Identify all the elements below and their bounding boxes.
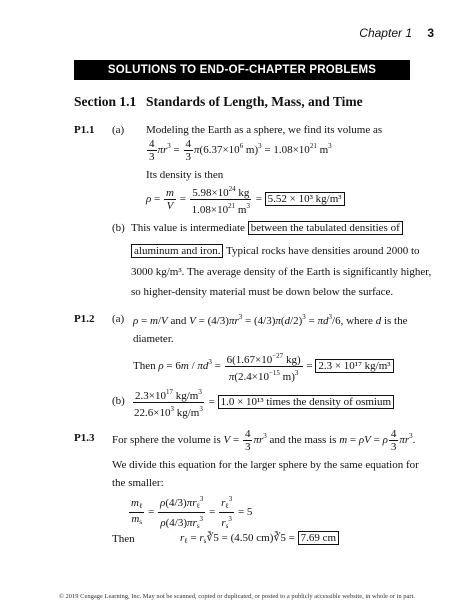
p12-part-b-label: (b) [112, 395, 125, 407]
p12-a-line2: diameter. [133, 333, 174, 345]
p12-then-equation: Then $\rho = 6m / \pi d^3$ = $\frac{6(1.67\times 10^{-27} kg)}{\pi(2.4\times 10^{-15} m)^3}$ = 2.3 × 10¹⁷ kg/m³ [133, 350, 394, 383]
p11-b-line2: aluminum and iron. Typical rocks have densities around 2000 to [131, 245, 420, 257]
part-b-label: (b) [112, 222, 125, 234]
p11-b-line1: This value is intermediate between the tabulated densities of [131, 222, 403, 234]
p13-then-label: Then [112, 533, 135, 545]
p12-b-equation: $\frac{2.3\times 10^{17} kg/m^3}{22.6\times 10^3 kg/m^3}$ = 1.0 × 10¹³ times the density of osmium [131, 386, 394, 419]
p12-then-result: 2.3 × 10¹⁷ kg/m³ [315, 359, 393, 373]
problem-label-p1-1: P1.1 [74, 124, 95, 136]
problem-label-p1-3: P1.3 [74, 432, 95, 444]
solutions-banner: SOLUTIONS TO END-OF-CHAPTER PROBLEMS [74, 60, 410, 80]
p11-b-line3: 3000 kg/m³. The average density of the Earth is significantly higher, [131, 266, 432, 278]
page-number: 3 [427, 26, 434, 40]
density-intro: Its density is then [146, 169, 224, 181]
section-number: Section 1.1 [74, 94, 137, 109]
problem-label-p1-2: P1.2 [74, 313, 95, 325]
p11-a-text: Modeling the Earth as a sphere, we find its volume as [146, 124, 383, 136]
section-title: Standards of Length, Mass, and Time [146, 94, 363, 109]
p12-b-result: 1.0 × 10¹³ times the density of osmium [218, 395, 394, 409]
p11-b-line4: so higher-density material must be down below the surface. [131, 286, 394, 298]
p13-line3: the smaller: [112, 477, 164, 489]
part-a-label: (a) [112, 124, 125, 136]
copyright-footer: © 2019 Cengage Learning, Inc. May not be scanned, copied or duplicated, or posted to a publicly accessible website, in whole or in part. [58, 593, 415, 600]
p13-line1: For sphere the volume is V = $\frac{4}{3}$ $\pi r^3$ and the mass is m = ρV = ρ $\frac{4}{3}$ $\pi r^3$. [112, 428, 416, 453]
p13-then-equation: $r_\ell$ = $r_s∛5 = (4.50$ cm)∛5 = 7.69 cm [180, 531, 339, 545]
p12-a-line1: ρ = m/V and $V = (4/3)\pi r^3 = (4/3)\pi(d/2)^3 = \pi d^3/6$, where d is the [133, 313, 408, 327]
density-equation: ρ = $\frac{m}{V}$ = $\frac{5.98\times 10^{24} kg}{1.08\times 10^{21} m^3}$ = 5.52 × 10³ kg/m³ [146, 183, 345, 216]
p13-then-result: 7.69 cm [298, 531, 339, 545]
p13-line2: We divide this equation for the larger sphere by the same equation for [112, 459, 419, 471]
p12-part-a-label: (a) [112, 313, 125, 325]
volume-equation: $\frac{4}{3}$ $\pi r^3$ = $\frac{4}{3}$ $\pi(6.37\times 10^6$ $m)^3 = 1.08\times 10^{21}$ $m^3$ [149, 138, 332, 163]
chapter-label: Chapter 1 [359, 26, 412, 40]
density-result: 5.52 × 10³ kg/m³ [265, 192, 345, 206]
p13-ratio-equation: $\frac{m_\ell}{m_s}$ = $\frac{\rho(4/3)\pi r_\ell^3}{\rho(4/3)\pi r_s^3}$ = $\frac{r_\ell^3}{r_s^3}$ = 5 [131, 495, 253, 530]
